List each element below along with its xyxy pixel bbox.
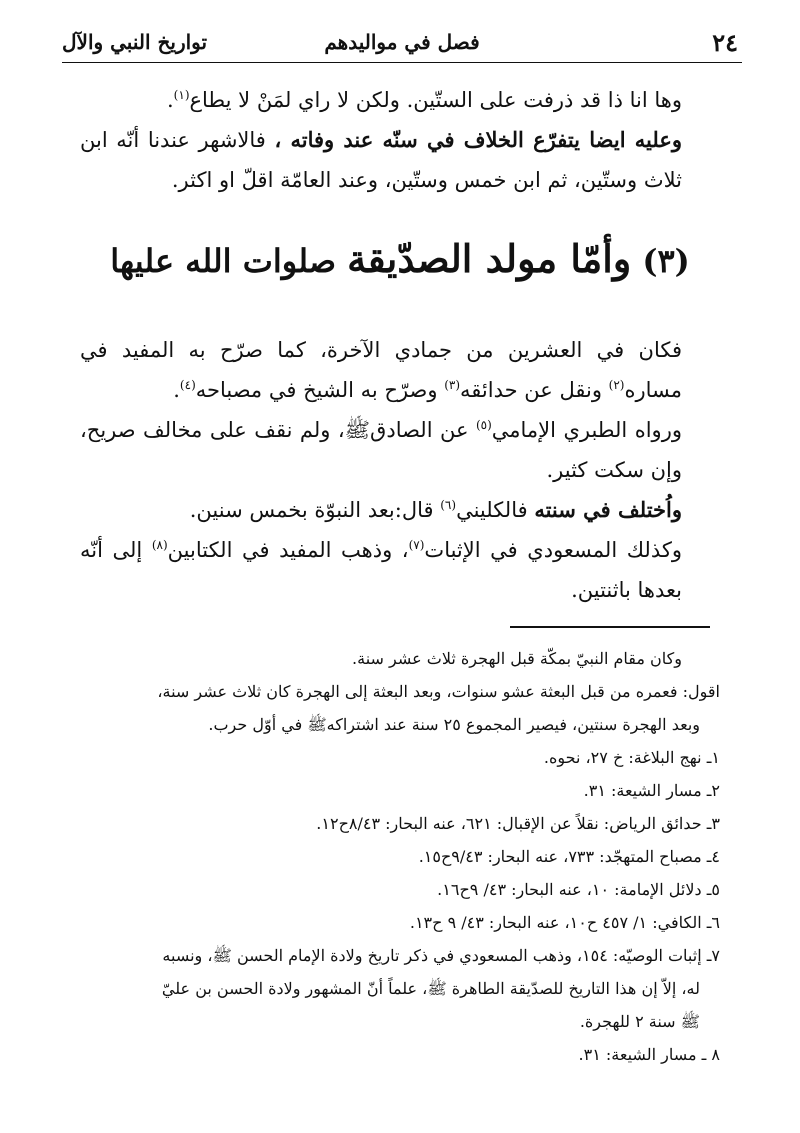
paragraph-text: إلى أنّه بعدها باثنتين. [80,538,682,602]
paragraph-block-2 [80,330,720,610]
footnote-ref: (٥) [475,418,492,432]
paragraph-text: فكان في العشرين من جمادي الآخرة، كما صرّح به المفيد في مساره [80,338,682,402]
paragraph-2 [80,120,720,200]
footnote-7-line-2: له، إلاّ إن هذا التاريخ للصدّيقة الطاهرة ﷺ، علماً أنّ المشهور ولادة الحسن بن عليّ [161,979,700,998]
footnote-remark-line-1: اقول: فعمره من قبل البعثة عشو سنوات، وبعد البعثة إلى الهجرة كان ثلاث عشر سنة، [157,682,720,701]
footnote-2: ٢ـ مسار الشيعة: ٣١. [583,781,720,800]
footnote-7-line-3: ﷺ سنة ٢ للهجرة. [579,1012,700,1031]
paragraph-text: وها انا ذا قد ذرفت على الستّين. ولكن لا راي لمَنْ لا يطاع [189,88,682,112]
paragraph-text: وصرّح به الشيخ في مصباحه [195,378,445,402]
paragraph-text: فالكليني [456,498,535,522]
footnote-ref: (٤) [179,378,196,392]
footnote-ref: (٣) [444,378,461,392]
book-title: تواريخ النبي والآل [62,30,208,54]
footnote-1: ١ـ نهج البلاغة: خ ٢٧، نحوه. [543,748,720,767]
footnote-ref: (٨) [151,538,168,552]
paragraph-bold-text: واُختلف في سنته [534,497,682,522]
footnote-8: ٨ ـ مسار الشيعة: ٣١. [578,1045,720,1064]
footnote-5: ٥ـ دلائل الإمامة: ١٠، عنه البحار: ٤٣/ ٩ح١٦. [437,880,720,899]
paragraph-text: فالاشهر عندنا أنّه ابن ثلاث وستّين، ثم ابن خمس وستّين، وعند العامّة اقلّ او اكثر. [80,128,682,192]
heading-bold: وأمّا مولد الصدّيقة [347,236,632,281]
paragraph-text: ونقل عن حدائقه [460,378,609,402]
paragraph-block-1 [80,80,720,200]
paragraph-bold-text: وعليه ايضا يتفرّع الخلاف في سنّه عند وفاته ، [274,127,683,152]
footnote-ref: (٧) [408,538,425,552]
paragraph-6 [80,530,720,610]
paragraph-text: . [173,378,180,402]
footnote-separator [510,626,710,628]
paragraph-text: ورواه الطبري الإمامي [491,418,682,442]
footnote-3: ٣ـ حدائق الرياض: نقلاً عن الإقبال: ٦٢١، عنه البحار: ٨/٤٣ح١٢. [316,814,720,833]
paragraph-5 [80,490,720,530]
paragraph-1-line-1: وها انا ذا قد ذرفت على الستّين. ولكن لا راي لمَنْ لا يطاع$^{(١)}$. [166,88,682,112]
footnote-remark-line-2: وبعد الهجرة سنتين، فيصير المجموع ٢٥ سنة عند اشتراكهﷺ في أوّل حرب. [208,715,700,734]
paragraph-4 [80,410,720,490]
page-number: ٢٤ [712,28,738,57]
footnote-7-line-1: ٧ـ إثبات الوصيّه: ١٥٤، وذهب المسعودي في ذكر تاريخ ولادة الإمام الحسن ﷺ، ونسبه [162,946,720,965]
page-header [62,28,742,63]
footnote-ref: (٢) [608,378,625,392]
heading-rest: صلوات الله عليها [110,242,337,280]
footnotes [80,642,720,1071]
section-heading [80,236,720,281]
footnote-ref: (٦) [440,498,457,512]
paragraph-text: عن الصادقﷺ، ولم نقف على مخالف صريح، وإن سكت كثير. [80,418,682,482]
footnote-ref: (١) [173,88,190,102]
footnote-4: ٤ـ مصباح المتهجّد: ٧٣٣، عنه البحار: ٩/٤٣ح١٥. [418,847,720,866]
heading-number: (٣) [642,242,690,280]
chapter-title: فصل في مواليدهم [324,30,480,54]
footnote-continuation: وكان مقام النبيّ بمكّة قبل الهجرة ثلاث عشر سنة. [352,649,682,668]
paragraph-text: قال:بعد النبوّة بخمس سنين. [189,498,441,522]
paragraph-3 [80,330,720,410]
paragraph-text: وكذلك المسعودي في الإثبات [424,538,682,562]
paragraph-text: ، وذهب المفيد في الكتابين [167,538,409,562]
footnote-6: ٦ـ الكافي: ١/ ٤٥٧ ح١٠، عنه البحار: ٤٣/ ٩ ح١٣. [409,913,720,932]
